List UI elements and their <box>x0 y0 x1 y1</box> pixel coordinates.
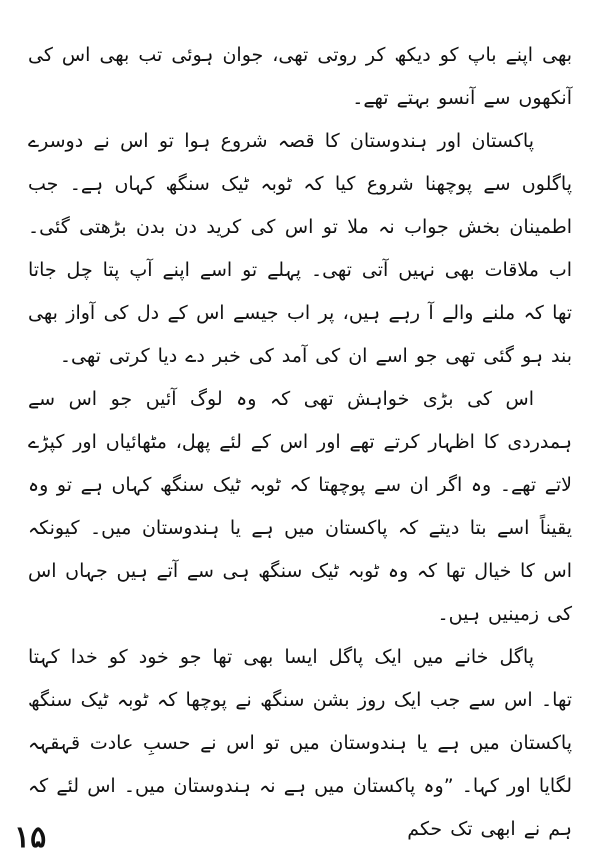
page-number: ۱۵ <box>14 820 47 855</box>
paragraph-1: بھی اپنے باپ کو دیکھ کر روتی تھی، جوان ہوئی تب بھی اس کی آنکھوں سے آنسو بہتے تھے۔ <box>28 44 572 109</box>
urdu-text-block <box>28 34 572 851</box>
paragraph-3: اس کی بڑی خواہش تھی کہ وہ لوگ آئیں جو اس سے ہمدردی کا اظہار کرتے تھے اور اس کے لئے پھل، مٹھائیاں اور کپڑے لاتے تھے۔ وہ اگر ان سے پوچھتا کہ ٹوبہ ٹیک سنگھ کہاں ہے تو وہ یقیناً اسے بتا دیتے کہ پاکستان میں ہے یا ہندوستان میں۔ کیونکہ اس کا خیال تھا کہ وہ ٹوبہ ٹیک سنگھ ہی سے آتے ہیں جہاں اس کی زمینیں ہیں۔ <box>28 388 572 625</box>
paragraph-4: پاگل خانے میں ایک پاگل ایسا بھی تھا جو خود کو خدا کہتا تھا۔ اس سے جب ایک روز بشن سنگھ نے پوچھا کہ ٹوبہ ٹیک سنگھ پاکستان میں ہے یا ہندوستان میں تو اس نے حسبِ عادت قہقہہ لگایا اور کہا۔ ”وہ پاکستان میں ہے نہ ہندوستان میں۔ اس لئے کہ ہم نے ابھی تک حکم <box>28 646 572 840</box>
paragraph-2: پاکستان اور ہندوستان کا قصہ شروع ہوا تو اس نے دوسرے پاگلوں سے پوچھنا شروع کیا کہ ٹوبہ ٹیک سنگھ کہاں ہے۔ جب اطمینان بخش جواب نہ ملا تو اس کی کرید دن بدن بڑھتی گئی۔ اب ملاقات بھی نہیں آتی تھی۔ پہلے تو اسے اپنے آپ پتا چل جاتا تھا کہ ملنے والے آ رہے ہیں، پر اب جیسے اس کے دل کی آواز بھی بند ہو گئی تھی جو اسے ان کی آمد کی خبر دے دیا کرتی تھی۔ <box>28 130 572 367</box>
